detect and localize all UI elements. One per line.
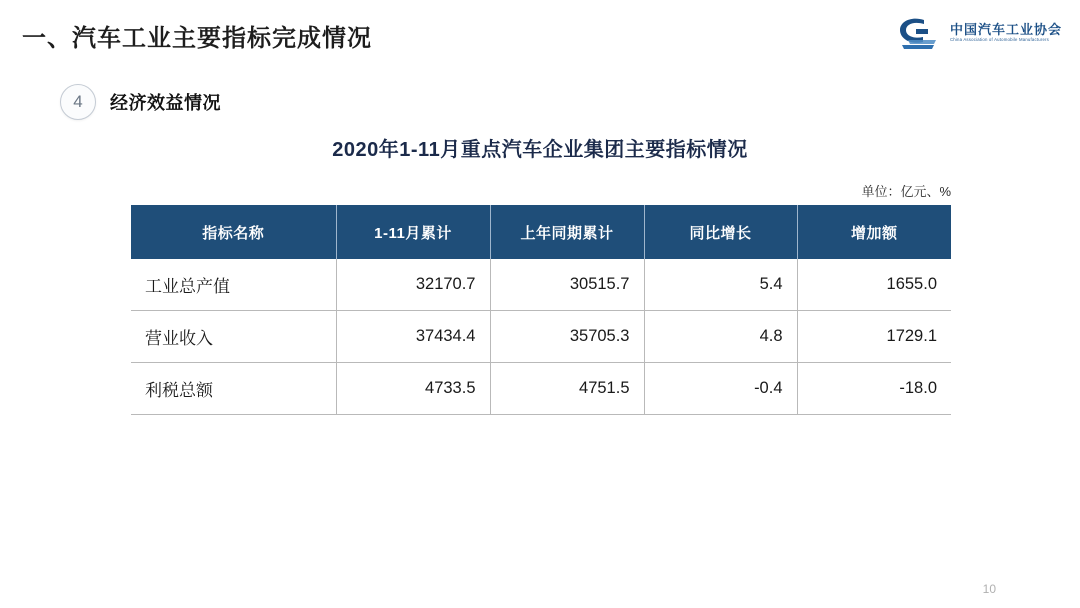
row-previous: 35705.3 <box>490 311 644 363</box>
page-number: 10 <box>982 582 996 596</box>
page-title: 一、汽车工业主要指标完成情况 <box>22 25 372 52</box>
row-previous: 4751.5 <box>490 363 644 415</box>
section-number-badge: 4 <box>60 84 96 120</box>
section-header <box>60 84 221 120</box>
caam-logo-icon <box>894 14 942 52</box>
table-unit-note: 单位：亿元、% <box>861 184 951 199</box>
row-label: 营业收入 <box>131 311 336 363</box>
column-header-increase: 增加额 <box>797 205 951 259</box>
table-row <box>131 259 951 311</box>
row-increase: 1655.0 <box>797 259 951 311</box>
column-header-previous: 上年同期累计 <box>490 205 644 259</box>
row-growth: 5.4 <box>644 259 797 311</box>
row-label: 利税总额 <box>131 363 336 415</box>
row-current: 37434.4 <box>336 311 490 363</box>
row-increase: 1729.1 <box>797 311 951 363</box>
section-label: 经济效益情况 <box>110 93 221 113</box>
table-title: 2020年1-11月重点汽车企业集团主要指标情况 <box>332 139 748 161</box>
column-header-indicator: 指标名称 <box>131 205 336 259</box>
table-header-row <box>131 205 951 259</box>
column-header-growth: 同比增长 <box>644 205 797 259</box>
row-previous: 30515.7 <box>490 259 644 311</box>
indicators-table <box>131 205 951 415</box>
row-growth: -0.4 <box>644 363 797 415</box>
row-label: 工业总产值 <box>131 259 336 311</box>
row-current: 4733.5 <box>336 363 490 415</box>
row-current: 32170.7 <box>336 259 490 311</box>
row-increase: -18.0 <box>797 363 951 415</box>
table-row <box>131 363 951 415</box>
table-row <box>131 311 951 363</box>
row-growth: 4.8 <box>644 311 797 363</box>
caam-logo-text <box>950 23 1062 43</box>
logo-english-name: China Association of Automobile Manufacturers <box>949 37 1050 42</box>
column-header-current: 1-11月累计 <box>336 205 490 259</box>
logo-chinese-name: 中国汽车工业协会 <box>949 22 1062 38</box>
caam-logo <box>894 14 1062 52</box>
